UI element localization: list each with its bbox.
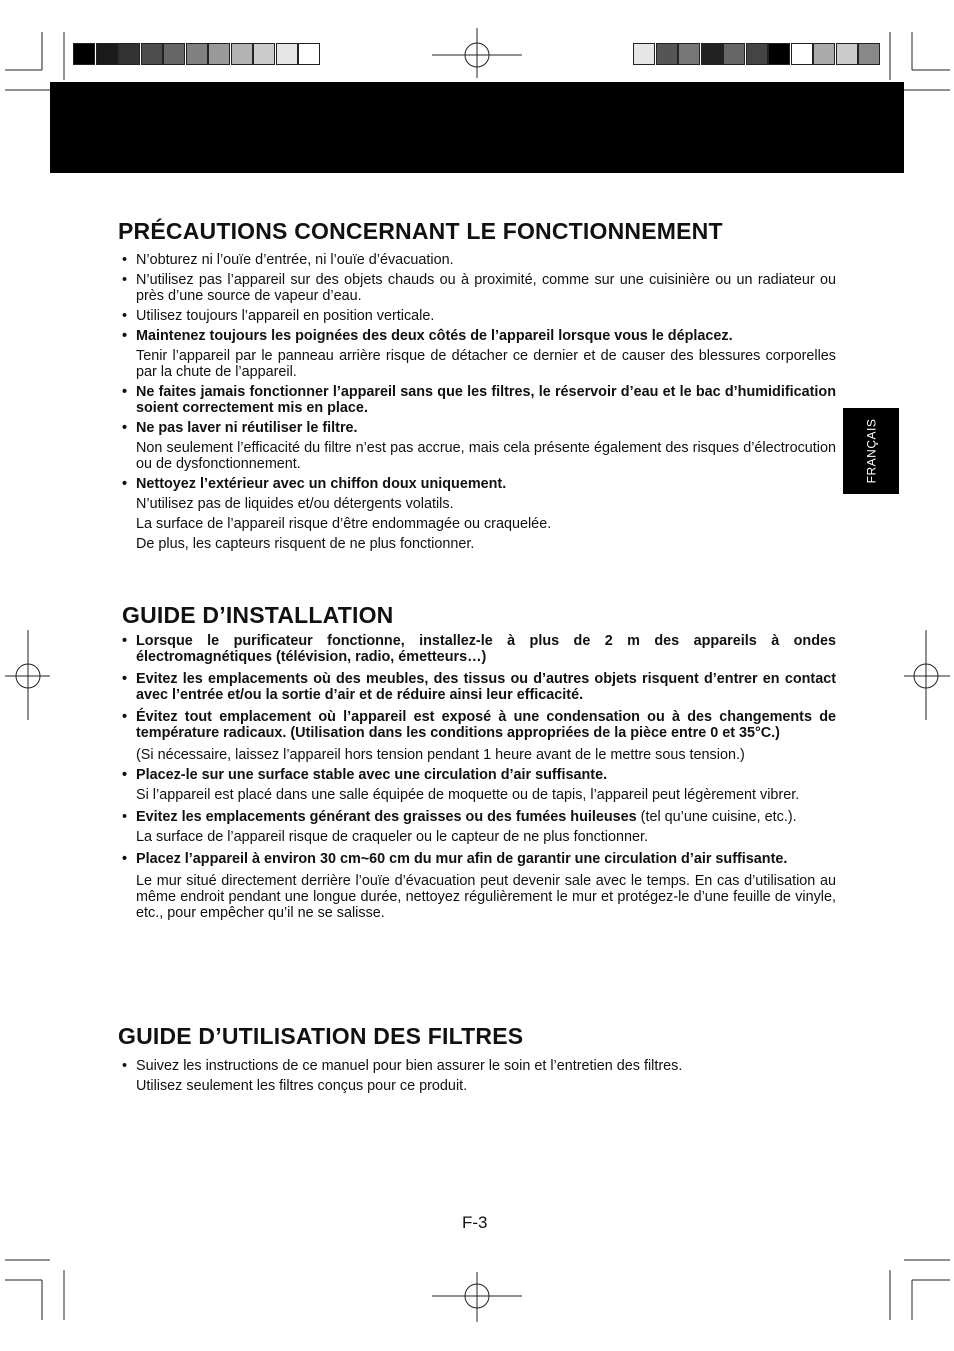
list-item-detail: Si l’appareil est placé dans une salle équipée de moquette ou de tapis, l’appareil peut légèrement vibrer. (136, 787, 800, 803)
list-item-detail: Non seulement l’efficacité du filtre n’est pas accrue, mais cela présente également des risques d’électrocution ou de dysfonctionnement. (136, 440, 836, 472)
filters-section (118, 1058, 836, 1098)
list-item: • Lorsque le purificateur fonctionne, installez-le à plus de 2 m des appareils à ondes électromagnétiques (télévision, radio, émetteurs…) (118, 633, 836, 665)
list-item (118, 809, 836, 825)
list-item: • Maintenez toujours les poignées des deux côtés de l’appareil lorsque vous le déplacez. (118, 328, 836, 344)
list-item-detail: Tenir l’appareil par le panneau arrière risque de détacher ce dernier et de causer des blessures corporelles par la chute de l’appareil. (136, 348, 836, 380)
list-item-detail: N’utilisez pas de liquides et/ou détergents volatils. (136, 496, 454, 512)
list-item-detail: (Si nécessaire, laissez l’appareil hors tension pendant 1 heure avant de le mettre sous tension.) (136, 747, 745, 763)
language-tab-label: FRANÇAIS (864, 418, 878, 484)
list-item-detail: Utilisez seulement les filtres conçus pour ce produit. (136, 1078, 468, 1094)
list-item-detail: Le mur situé directement derrière l’ouïe d’évacuation peut devenir sale avec le temps. En cas d’utilisation au même endroit pendant une longue durée, nettoyez régulièrement le mur et protégez-le d’une feuille de vinyle, etc., pour empêcher qu’il ne se salisse. (136, 873, 836, 921)
list-item-bold: Evitez les emplacements générant des graisses ou des fumées huileuses (136, 809, 637, 825)
list-item: • Placez-le sur une surface stable avec une circulation d’air suffisante. (118, 767, 836, 783)
list-item: • Utilisez toujours l’appareil en position verticale. (118, 308, 836, 324)
filters-title: GUIDE D’UTILISATION DES FILTRES (118, 1023, 524, 1049)
installation-title: GUIDE D’INSTALLATION (122, 602, 394, 628)
list-item-detail: La surface de l’appareil risque de craqueler ou le capteur de ne plus fonctionner. (136, 829, 648, 845)
list-item: • Ne pas laver ni réutiliser le filtre. (118, 420, 836, 436)
list-item-normal: (tel qu’une cuisine, etc.). (636, 809, 797, 825)
list-item-detail: La surface de l’appareil risque d’être endommagée ou craquelée. (136, 516, 552, 532)
installation-section (118, 633, 836, 925)
list-item: • Evitez les emplacements où des meubles, des tissus ou d’autres objets risquent d’entrer en contact avec l’entrée et/ou la sortie d’air et de réduire ainsi leur efficacité. (118, 671, 836, 703)
list-item: • N’obturez ni l’ouïe d’entrée, ni l’ouïe d’évacuation. (118, 252, 836, 268)
list-item: • N’utilisez pas l’appareil sur des objets chauds ou à proximité, comme sur une cuisinière ou un radiateur ou près d’une source de vapeur d’eau. (118, 272, 836, 304)
list-item-detail: De plus, les capteurs risquent de ne plus fonctionner. (136, 536, 475, 552)
list-item: • Placez l’appareil à environ 30 cm~60 cm du mur afin de garantir une circulation d’air suffisante. (118, 851, 836, 867)
language-tab (843, 408, 899, 494)
precautions-section (118, 252, 836, 556)
precautions-title: PRÉCAUTIONS CONCERNANT LE FONCTIONNEMENT (118, 218, 723, 244)
list-item: • Suivez les instructions de ce manuel pour bien assurer le soin et l’entretien des filtres. (118, 1058, 836, 1074)
list-item: • Ne faites jamais fonctionner l’appareil sans que les filtres, le réservoir d’eau et le bac d’humidification soient correctement mis en place. (118, 384, 836, 416)
page-number: F-3 (462, 1213, 488, 1232)
list-item: • Nettoyez l’extérieur avec un chiffon doux uniquement. (118, 476, 836, 492)
list-item: • Évitez tout emplacement où l’appareil est exposé à une condensation ou à des changements de température radicaux. (Utilisation dans les conditions appropriées de la pièce entre 0 et 35°C.) (118, 709, 836, 741)
